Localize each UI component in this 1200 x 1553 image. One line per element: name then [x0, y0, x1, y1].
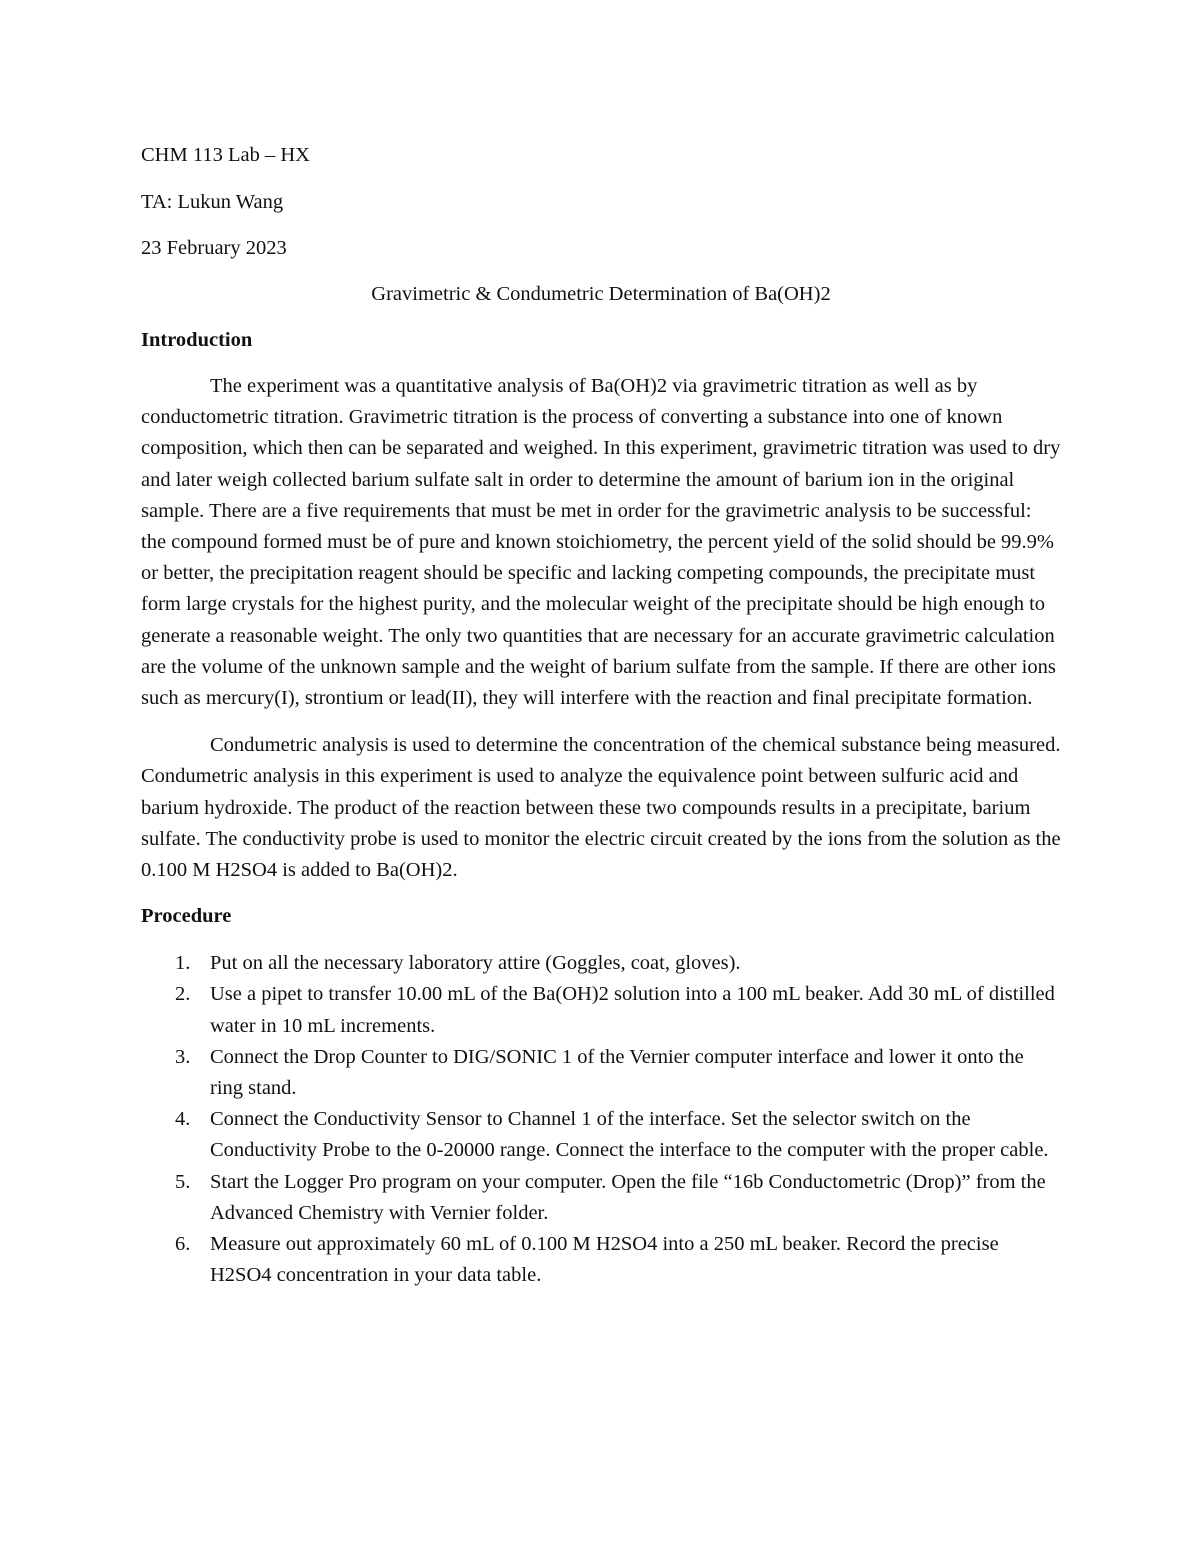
procedure-list: [141, 948, 1061, 1291]
step-number: 2.: [175, 983, 191, 1006]
step-number: 4.: [175, 1108, 191, 1131]
step-text: Measure out approximately 60 mL of 0.100 M H2SO4 into a 250 mL beaker. Record the precise H2SO4 concentration in your data table.: [210, 1233, 999, 1287]
procedure-step: [141, 1042, 1061, 1104]
step-text: Connect the Conductivity Sensor to Channel 1 of the interface. Set the selector switch on the Conductivity Probe to the 0-20000 range. Connect the interface to the computer with the proper cable.: [210, 1108, 1049, 1162]
introduction-paragraph-1: The experiment was a quantitative analysis of Ba(OH)2 via gravimetric titration as well as by conductometric titration. Gravimetric titration is the process of converting a substance into one of known composition, which then can be separated and weighed. In this experiment, gravimetric titration was used to dry and later weigh collected barium sulfate salt in order to determine the amount of barium ion in the original sample. There are a five requirements that must be met in order for the gravimetric analysis to be successful: the compound formed must be of pure and known stoichiometry, the percent yield of the solid should be 99.9% or better, the precipitation reagent should be specific and lacking competing compounds, the precipitate must form large crystals for the highest purity, and the molecular weight of the precipitate should be high enough to generate a reasonable weight. The only two quantities that are necessary for an accurate gravimetric calculation are the volume of the unknown sample and the weight of barium sulfate from the sample. If there are other ions such as mercury(I), strontium or lead(II), they will interfere with the reaction and final precipitate formation.: [141, 375, 1061, 710]
step-number: 1.: [175, 952, 191, 975]
procedure-heading: Procedure: [141, 905, 232, 928]
step-number: 5.: [175, 1170, 191, 1193]
ta-line: TA: Lukun Wang: [141, 190, 284, 213]
introduction-heading: Introduction: [141, 329, 253, 351]
step-number: 3.: [175, 1045, 191, 1068]
procedure-step: [141, 948, 1061, 979]
date-line: 23 February 2023: [141, 237, 287, 259]
course-line: CHM 113 Lab – HX: [141, 144, 310, 166]
step-text: Use a pipet to transfer 10.00 mL of the Ba(OH)2 solution into a 100 mL beaker. Add 30 mL of distilled water in 10 mL increments.: [210, 983, 1055, 1037]
procedure-step: [141, 1167, 1061, 1229]
step-text: Connect the Drop Counter to DIG/SONIC 1 of the Vernier computer interface and lower it onto the ring stand.: [210, 1045, 1024, 1100]
step-number: 6.: [175, 1233, 191, 1256]
document-title: Gravimetric & Condumetric Determination of Ba(OH)2: [371, 283, 831, 305]
introduction-paragraph-2: Condumetric analysis is used to determine the concentration of the chemical substance being measured. Condumetric analysis in this experiment is used to analyze the equivalence point between sulfuric acid and barium hydroxide. The product of the reaction between these two compounds results in a precipitate, barium sulfate. The conductivity probe is used to monitor the electric circuit created by the ions from the solution as the 0.100 M H2SO4 is added to Ba(OH)2.: [141, 734, 1061, 882]
step-text: Put on all the necessary laboratory attire (Goggles, coat, gloves).: [210, 952, 741, 975]
procedure-step: [141, 1104, 1061, 1166]
document-page: [141, 140, 1061, 1291]
procedure-step: [141, 1229, 1061, 1291]
step-text: Start the Logger Pro program on your computer. Open the file “16b Conductometric (Drop)” from the Advanced Chemistry with Vernier folder.: [210, 1170, 1046, 1224]
procedure-step: [141, 979, 1061, 1041]
